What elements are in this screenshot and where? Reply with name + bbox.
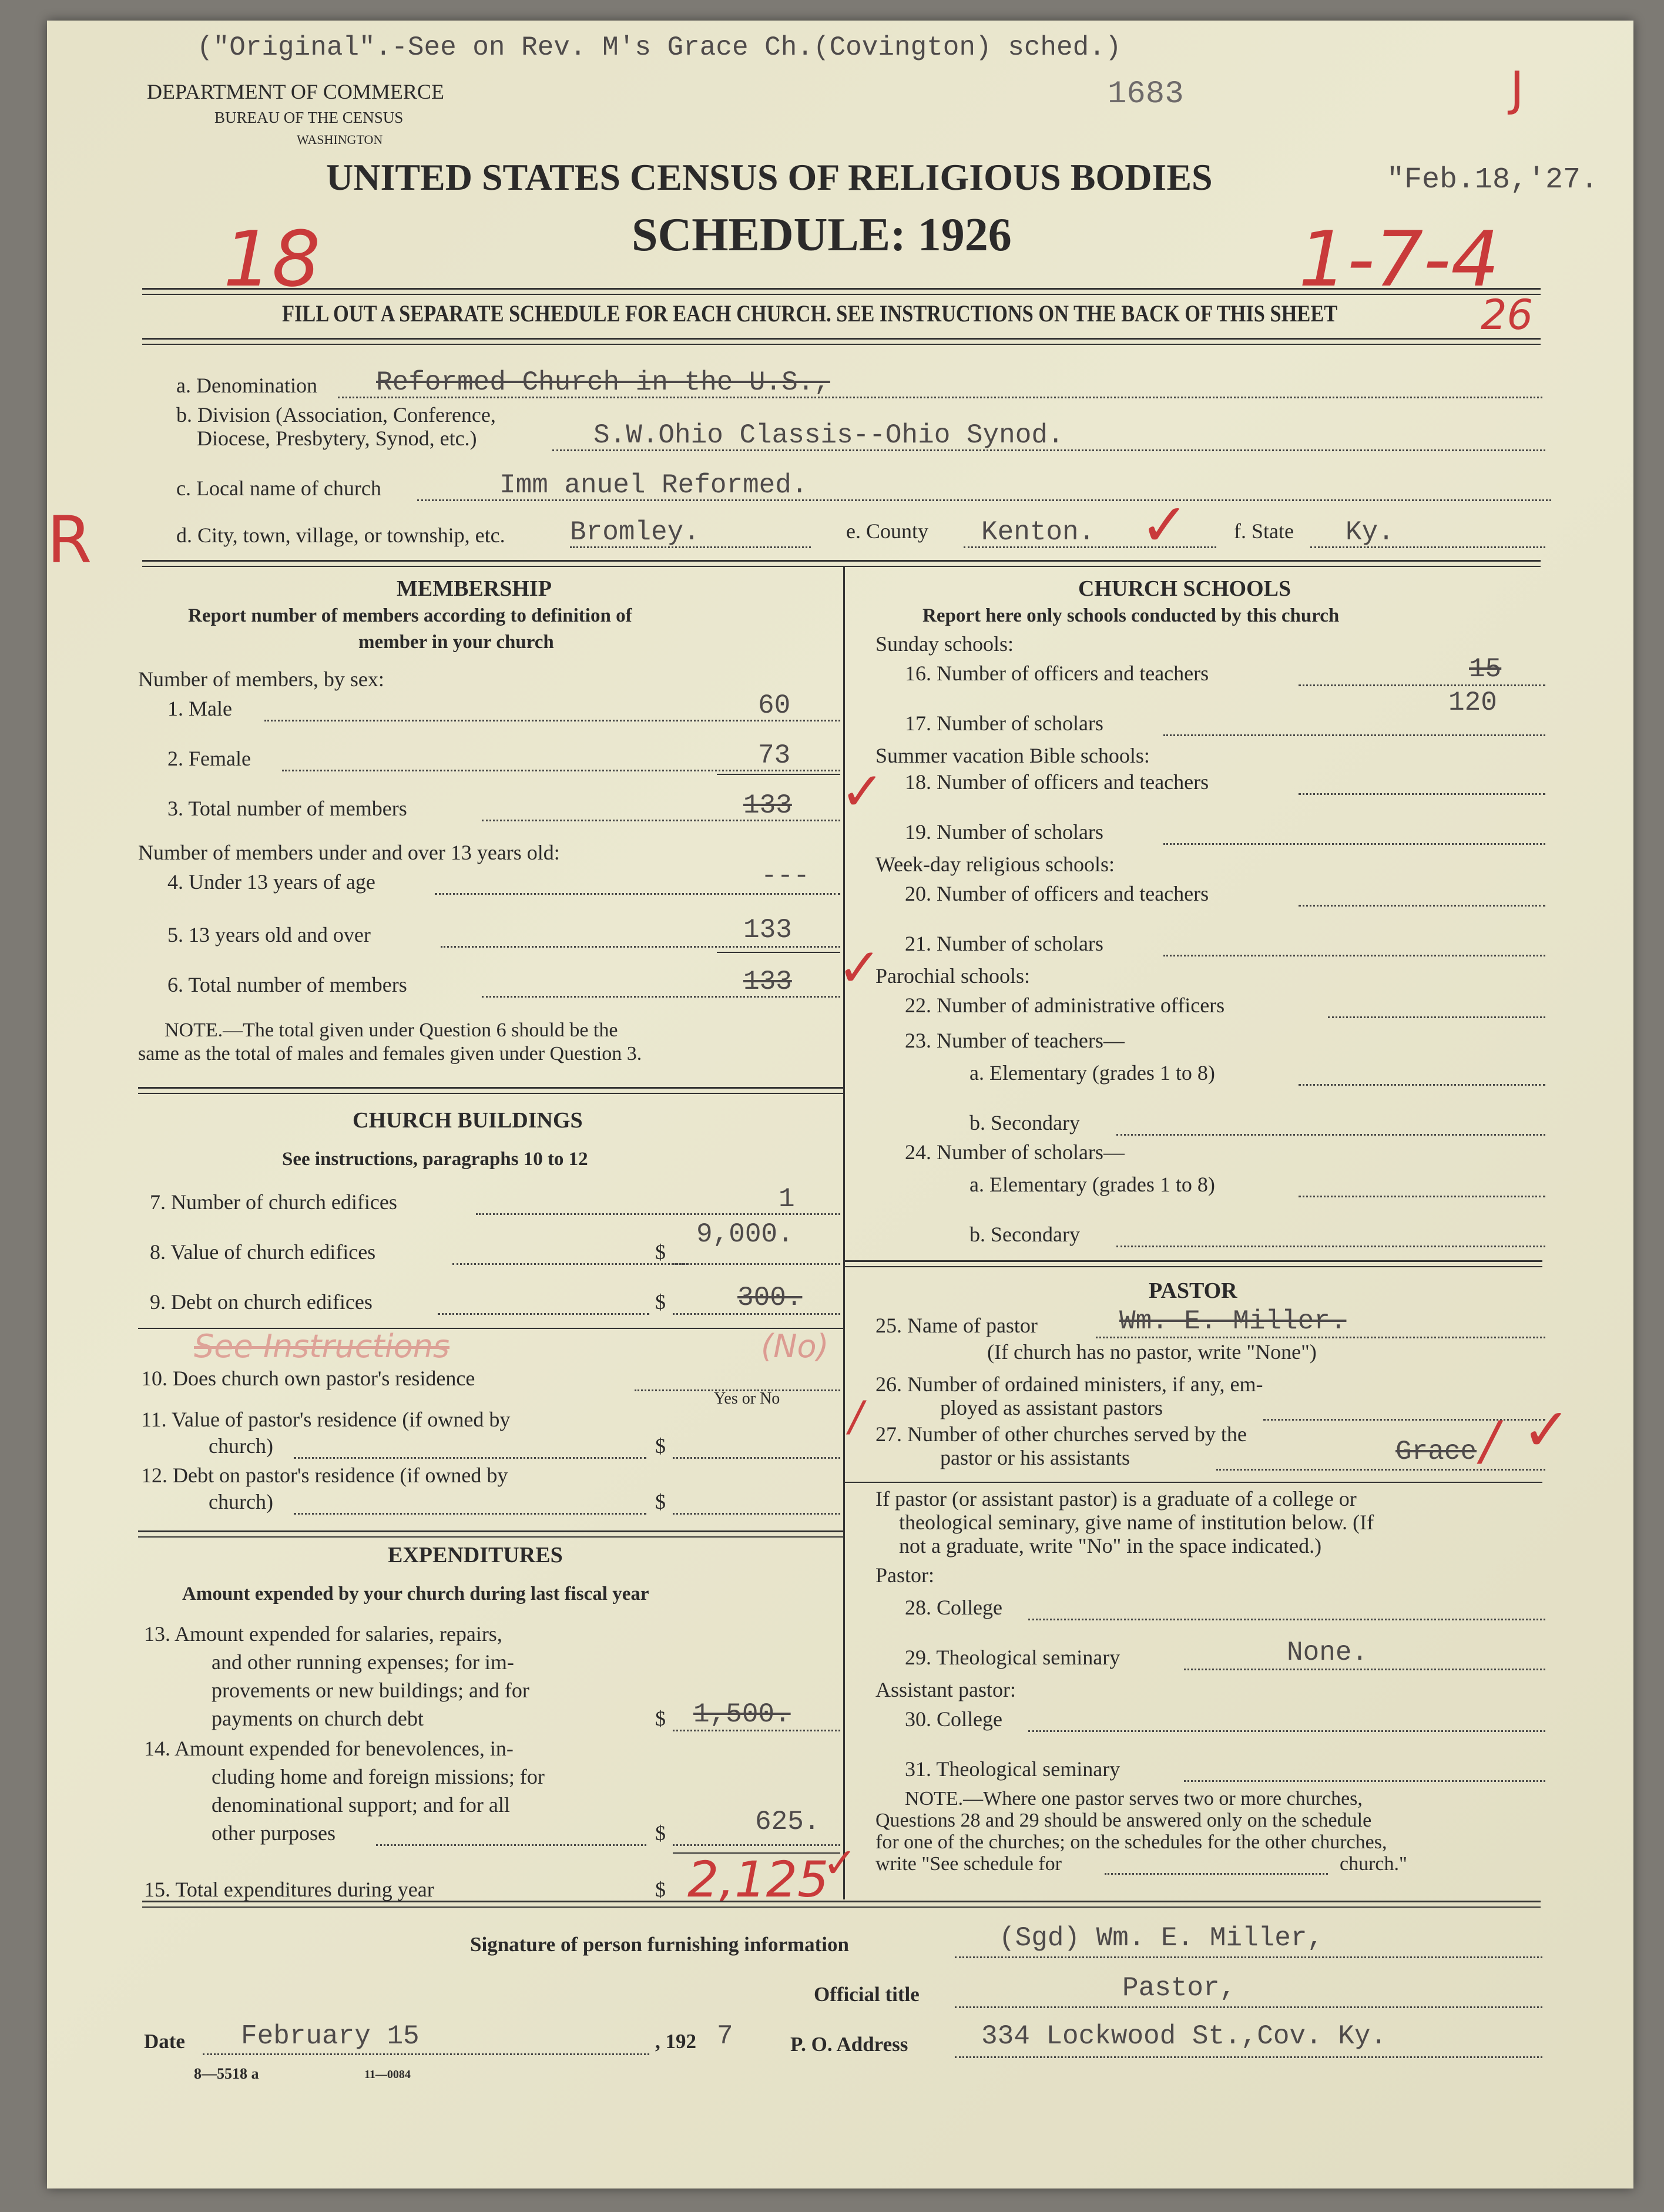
- fill-out-instruction: FILL OUT A SEPARATE SCHEDULE FOR EACH CHURCH. SEE INSTRUCTIONS ON THE BACK OF THIS SHEET: [282, 300, 1338, 327]
- q27-red-slash: /: [1481, 1410, 1499, 1472]
- q11-label-line1: 11. Value of pastor's residence (if owned by: [141, 1408, 511, 1431]
- state-value: Ky.: [1346, 517, 1394, 548]
- q14-label-line4: other purposes: [212, 1821, 336, 1845]
- q11-red-slash: /: [849, 1392, 863, 1441]
- form-title: UNITED STATES CENSUS OF RELIGIOUS BODIES: [326, 156, 1213, 198]
- washington-label: WASHINGTON: [297, 132, 383, 147]
- q13-label-line2: and other running expenses; for im-: [212, 1650, 514, 1674]
- q5-over13-label: 5. 13 years old and over: [167, 923, 371, 946]
- q25-pastor-name: Wm. E. Miller.: [1119, 1306, 1347, 1337]
- q2-female-label: 2. Female: [167, 747, 251, 770]
- corner-red-mark: J: [1510, 62, 1524, 116]
- weekday-schools-label: Week-day religious schools:: [875, 852, 1115, 876]
- q27-check: ✓: [1522, 1395, 1571, 1464]
- q23a-label: a. Elementary (grades 1 to 8): [969, 1061, 1215, 1085]
- q29-label: 29. Theological seminary: [905, 1646, 1120, 1669]
- membership-heading: MEMBERSHIP: [397, 576, 552, 601]
- q14-dollar: $: [655, 1821, 666, 1845]
- q1-male-value: 60: [758, 690, 791, 721]
- q3-total-label: 3. Total number of members: [167, 797, 407, 820]
- pastor-heading: PASTOR: [1149, 1278, 1237, 1303]
- q12-label-line2: church): [209, 1490, 273, 1513]
- q24-label: 24. Number of scholars—: [905, 1140, 1125, 1164]
- membership-intro-line2: member in your church: [358, 632, 554, 653]
- red-number-under: 26: [1481, 291, 1534, 339]
- census-schedule-sheet: [47, 21, 1633, 2188]
- q25-note: (If church has no pastor, write "None"): [987, 1340, 1317, 1364]
- schedule-year: SCHEDULE: 1926: [632, 209, 1012, 261]
- q26-label-line1: 26. Number of ordained ministers, if any, em-: [875, 1372, 1263, 1396]
- official-title-label: Official title: [814, 1983, 920, 2006]
- signature-label: Signature of person furnishing information: [470, 1933, 849, 1956]
- q6-check: ✓: [837, 937, 882, 999]
- q3-total-value: 133: [743, 790, 792, 821]
- pastor-note-line2: Questions 28 and 29 should be answered only on the schedule: [875, 1810, 1372, 1831]
- membership-note-line1: NOTE.—The total given under Question 6 should be the: [165, 1019, 618, 1041]
- q8-value-label: 8. Value of church edifices: [150, 1240, 376, 1264]
- denomination-label: a. Denomination: [176, 374, 317, 397]
- division-label-line2: Diocese, Presbytery, Synod, etc.): [197, 427, 477, 450]
- q13-label-line3: provements or new buildings; and for: [212, 1679, 529, 1702]
- pastor-note-line4-end: church.": [1340, 1853, 1407, 1875]
- q27-label-line2: pastor or his assistants: [940, 1446, 1130, 1469]
- expenditures-heading: EXPENDITURES: [388, 1543, 563, 1567]
- red-no-mark: (No): [761, 1328, 829, 1365]
- members-by-age-label: Number of members under and over 13 years old:: [138, 841, 560, 864]
- q20-label: 20. Number of officers and teachers: [905, 882, 1209, 905]
- q15-total-value: 2,125: [687, 1851, 829, 1908]
- members-by-sex-label: Number of members, by sex:: [138, 667, 384, 691]
- received-date: "Feb.18,'27.: [1387, 163, 1599, 197]
- pastor-note-line4: write "See schedule for: [875, 1853, 1062, 1875]
- parochial-schools-label: Parochial schools:: [875, 964, 1030, 988]
- graduate-note-line2: theological seminary, give name of institution below. (If: [899, 1511, 1374, 1534]
- signature-value: (Sgd) Wm. E. Miller,: [999, 1923, 1324, 1953]
- po-address-label: P. O. Address: [790, 2033, 908, 2056]
- q14-label-line3: denominational support; and for all: [212, 1793, 510, 1817]
- q23-label: 23. Number of teachers—: [905, 1029, 1125, 1052]
- q5-over13-value: 133: [743, 915, 792, 945]
- q13-label-line1: 13. Amount expended for salaries, repairs,: [144, 1622, 502, 1646]
- q12-dollar: $: [655, 1490, 666, 1513]
- q14-value: 625.: [755, 1807, 820, 1837]
- q4-under13-value: ---: [761, 861, 810, 891]
- q1-male-label: 1. Male: [167, 697, 232, 720]
- q11-label-line2: church): [209, 1434, 273, 1458]
- q17-value: 120: [1448, 687, 1497, 718]
- q19-label: 19. Number of scholars: [905, 820, 1103, 844]
- q27-label-line1: 27. Number of other churches served by the: [875, 1422, 1247, 1446]
- q28-label: 28. College: [905, 1596, 1002, 1619]
- buildings-subheading: See instructions, paragraphs 10 to 12: [282, 1149, 588, 1170]
- pastor-subsection-label: Pastor:: [875, 1563, 935, 1587]
- q10-residence-label: 10. Does church own pastor's residence: [141, 1367, 475, 1390]
- q24b-label: b. Secondary: [969, 1223, 1080, 1246]
- q14-label-line1: 14. Amount expended for benevolences, in-: [144, 1737, 514, 1760]
- bureau-name: BUREAU OF THE CENSUS: [214, 109, 404, 126]
- summer-schools-label: Summer vacation Bible schools:: [875, 744, 1150, 767]
- year-digit: 7: [717, 2021, 733, 2052]
- city-value: Bromley.: [570, 517, 700, 548]
- q13-dollar: $: [655, 1707, 666, 1730]
- county-label: e. County: [846, 519, 928, 543]
- yes-or-no-hint: Yes or No: [714, 1389, 780, 1408]
- q16-value: 15: [1469, 654, 1502, 684]
- county-value: Kenton.: [981, 517, 1095, 548]
- q6-total-value: 133: [743, 966, 792, 997]
- division-label-line1: b. Division (Association, Conference,: [176, 403, 496, 427]
- q7-edifices-value: 1: [779, 1184, 795, 1214]
- date-value: February 15: [241, 2021, 420, 2052]
- q30-label: 30. College: [905, 1707, 1002, 1731]
- city-label: d. City, town, village, or township, etc.: [176, 523, 505, 547]
- q9-dollar: $: [655, 1290, 666, 1314]
- q17-label: 17. Number of scholars: [905, 711, 1103, 735]
- q7-edifices-label: 7. Number of church edifices: [150, 1190, 397, 1214]
- q13-label-line4: payments on church debt: [212, 1707, 424, 1730]
- department-name: DEPARTMENT OF COMMERCE: [147, 80, 444, 103]
- q24a-label: a. Elementary (grades 1 to 8): [969, 1173, 1215, 1196]
- buildings-heading: CHURCH BUILDINGS: [353, 1108, 583, 1133]
- q22-label: 22. Number of administrative officers: [905, 993, 1225, 1017]
- q13-value: 1,500.: [693, 1699, 791, 1730]
- local-name-label: c. Local name of church: [176, 476, 381, 500]
- q21-label: 21. Number of scholars: [905, 932, 1103, 955]
- red-number-left: 18: [223, 214, 321, 304]
- q3-check: ✓: [840, 761, 885, 823]
- graduate-note-line3: not a graduate, write "No" in the space indicated.): [899, 1534, 1322, 1558]
- q6-total-label: 6. Total number of members: [167, 973, 407, 996]
- schools-intro: Report here only schools conducted by this church: [922, 605, 1340, 626]
- q15-check: ✓: [823, 1839, 857, 1887]
- q18-label: 18. Number of officers and teachers: [905, 770, 1209, 794]
- sunday-schools-label: Sunday schools:: [875, 632, 1014, 656]
- pastor-note-line3: for one of the churches; on the schedules for the other churches,: [875, 1831, 1387, 1853]
- q25-label: 25. Name of pastor: [875, 1314, 1038, 1337]
- po-address-value: 334 Lockwood St.,Cov. Ky.: [981, 2021, 1387, 2052]
- date-label: Date: [144, 2030, 185, 2053]
- county-check: ✓: [1140, 491, 1189, 559]
- denomination-value: Reformed Church in the U.S.,: [376, 367, 830, 398]
- q9-debt-label: 9. Debt on church edifices: [150, 1290, 373, 1314]
- state-label: f. State: [1234, 519, 1294, 543]
- q27-value: Grace: [1395, 1436, 1477, 1467]
- membership-intro-line1: Report number of members according to definition of: [188, 605, 632, 626]
- division-value: S.W.Ohio Classis--Ohio Synod.: [593, 420, 1064, 451]
- q11-dollar: $: [655, 1434, 666, 1458]
- q12-label-line1: 12. Debt on pastor's residence (if owned by: [141, 1464, 508, 1487]
- form-code: 11—0084: [364, 2068, 411, 2081]
- stamp-number: 1683: [1108, 76, 1184, 112]
- q23b-label: b. Secondary: [969, 1111, 1080, 1134]
- pastor-note-line1: NOTE.—Where one pastor serves two or more churches,: [905, 1788, 1363, 1810]
- q26-label-line2: ployed as assistant pastors: [940, 1396, 1163, 1419]
- q31-label: 31. Theological seminary: [905, 1757, 1120, 1781]
- q16-label: 16. Number of officers and teachers: [905, 662, 1209, 685]
- graduate-note-line1: If pastor (or assistant pastor) is a graduate of a college or: [875, 1487, 1357, 1511]
- q8-dollar: $: [655, 1240, 666, 1264]
- q2-female-value: 73: [758, 740, 791, 771]
- schools-heading: CHURCH SCHOOLS: [1078, 576, 1291, 601]
- top-typed-note: ("Original".-See on Rev. M's Grace Ch.(Covington) sched.): [197, 32, 1122, 63]
- q14-label-line2: cluding home and foreign missions; for: [212, 1765, 545, 1788]
- q15-total-label: 15. Total expenditures during year: [144, 1878, 434, 1901]
- q8-value: 9,000.: [696, 1219, 794, 1250]
- year-prefix: , 192: [655, 2030, 696, 2053]
- official-title-value: Pastor,: [1122, 1973, 1236, 2003]
- q4-under13-label: 4. Under 13 years of age: [167, 870, 375, 894]
- q29-value: None.: [1287, 1637, 1368, 1668]
- red-number-right: 1-7-4: [1299, 214, 1499, 304]
- q9-debt-value: 300.: [737, 1283, 803, 1313]
- form-number: 8—5518 a: [194, 2065, 259, 2082]
- q15-dollar: $: [655, 1878, 666, 1901]
- assistant-pastor-label: Assistant pastor:: [875, 1678, 1016, 1701]
- membership-note-line2: same as the total of males and females given under Question 3.: [138, 1043, 642, 1065]
- red-margin-letter: R: [47, 502, 92, 578]
- red-see-instructions-scribble: See Instructions: [194, 1328, 450, 1365]
- local-name-value: Imm anuel Reformed.: [499, 470, 808, 501]
- expenditures-subheading: Amount expended by your church during last fiscal year: [182, 1583, 649, 1605]
